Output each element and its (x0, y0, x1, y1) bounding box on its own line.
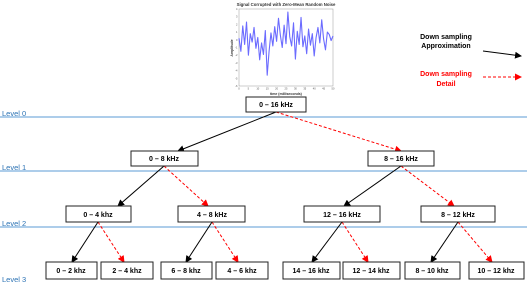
y-tick-label: -3 (235, 61, 238, 65)
y-tick-label: 0 (236, 38, 238, 42)
node-l2-c (304, 206, 380, 222)
node-l3-a-label: 0 – 2 khz (56, 268, 86, 275)
arrow-detail-1b-2d (401, 166, 454, 206)
level-2-label: Level 2 (2, 219, 27, 228)
legend-approx-line2: Approximation (421, 43, 471, 50)
arrow-detail-0-1b (276, 112, 401, 151)
node-l1-detail (368, 151, 434, 166)
y-tick-label: 4 (236, 8, 238, 11)
arrow-approx-2d-3g (431, 222, 458, 262)
node-l3-h-label: 10 – 12 khz (477, 268, 515, 275)
x-tick-label: 30 (293, 87, 297, 91)
arrow-approx-1a-2a (118, 166, 164, 206)
chart-plot-area (239, 9, 333, 86)
y-tick-label: 3 (236, 15, 238, 19)
node-l3-d-label: 4 – 6 khz (227, 268, 257, 275)
legend (420, 34, 521, 88)
node-l2-d (421, 206, 495, 222)
chart-y-label: Amplitude (230, 39, 234, 57)
node-l2-b (178, 206, 245, 222)
signal-chart (230, 2, 336, 96)
node-l2-d-label: 8 – 12 kHz (441, 212, 475, 219)
node-l2-a (66, 206, 131, 222)
arrow-approx-2a-3a (72, 222, 98, 262)
x-tick-label: 40 (312, 87, 316, 91)
node-l2-c-label: 12 – 16 kHz (323, 212, 361, 219)
node-l3-a (46, 262, 97, 279)
x-tick-label: 10 (256, 87, 260, 91)
node-l3-g-label: 8 – 10 khz (415, 268, 449, 275)
arrow-detail-2d-3h (458, 222, 492, 262)
node-l0-root-label: 0 – 16 kHz (259, 102, 293, 109)
node-l3-f (343, 262, 400, 279)
y-tick-label: 2 (236, 23, 238, 27)
legend-detail-line1: Down sampling (420, 71, 472, 78)
node-l3-b (101, 262, 153, 279)
x-tick-label: 0 (238, 87, 240, 91)
x-tick-label: 20 (275, 87, 279, 91)
x-tick-label: 50 (331, 87, 335, 91)
arrow-detail-1a-2b (164, 166, 208, 206)
x-tick-labels (238, 87, 335, 91)
node-l1-detail-label: 8 – 16 kHz (384, 156, 418, 163)
arrow-approx-2c-3e (312, 222, 342, 262)
x-tick-label: 45 (322, 87, 326, 91)
y-tick-label: -2 (235, 54, 238, 58)
y-tick-label: -6 (235, 85, 238, 88)
y-tick-label: -5 (235, 77, 238, 81)
node-l3-b-label: 2 – 4 khz (112, 268, 142, 275)
node-l3-f-label: 12 – 14 khz (352, 268, 390, 275)
x-tick-label: 35 (303, 87, 307, 91)
node-l2-b-label: 4 – 8 kHz (197, 212, 227, 219)
node-l3-c-label: 6 – 8 khz (171, 268, 201, 275)
arrow-detail-2c-3f (342, 222, 368, 262)
level-1-label: Level 1 (2, 163, 27, 172)
node-l2-a-label: 0 – 4 khz (83, 212, 113, 219)
x-tick-label: 15 (265, 87, 269, 91)
arrow-detail-2a-3b (98, 222, 124, 262)
level-0-label: Level 0 (2, 109, 27, 118)
chart-title: Signal Corrupted with Zero-Mean Random Noise (236, 2, 336, 7)
node-l3-e (283, 262, 340, 279)
y-tick-label: -1 (235, 46, 238, 50)
legend-detail-line2: Detail (436, 81, 456, 88)
y-tick-labels (235, 7, 238, 88)
node-l3-g (405, 262, 460, 279)
arrow-detail-2b-3d (212, 222, 238, 262)
arrow-approx-1b-2c (344, 166, 401, 206)
node-l3-h (469, 262, 524, 279)
node-l1-approx-label: 0 – 8 kHz (149, 156, 179, 163)
node-l3-d (216, 262, 268, 279)
arrow-approx-0-1a (178, 112, 276, 151)
node-l1-approx (131, 151, 198, 166)
node-l0-root (246, 97, 306, 112)
node-l3-e-label: 14 – 16 khz (292, 268, 330, 275)
x-tick-label: 5 (247, 87, 250, 91)
y-tick-label: -4 (235, 69, 238, 73)
legend-approx-arrow (483, 51, 521, 56)
x-tick-label: 25 (284, 87, 288, 91)
legend-approx-line1: Down sampling (420, 34, 472, 41)
chart-x-label: time (milliseconds) (270, 92, 302, 96)
y-tick-label: 1 (236, 31, 238, 35)
level-3-label: Level 3 (2, 275, 27, 283)
arrow-approx-2b-3c (186, 222, 212, 262)
node-l3-c (161, 262, 212, 279)
